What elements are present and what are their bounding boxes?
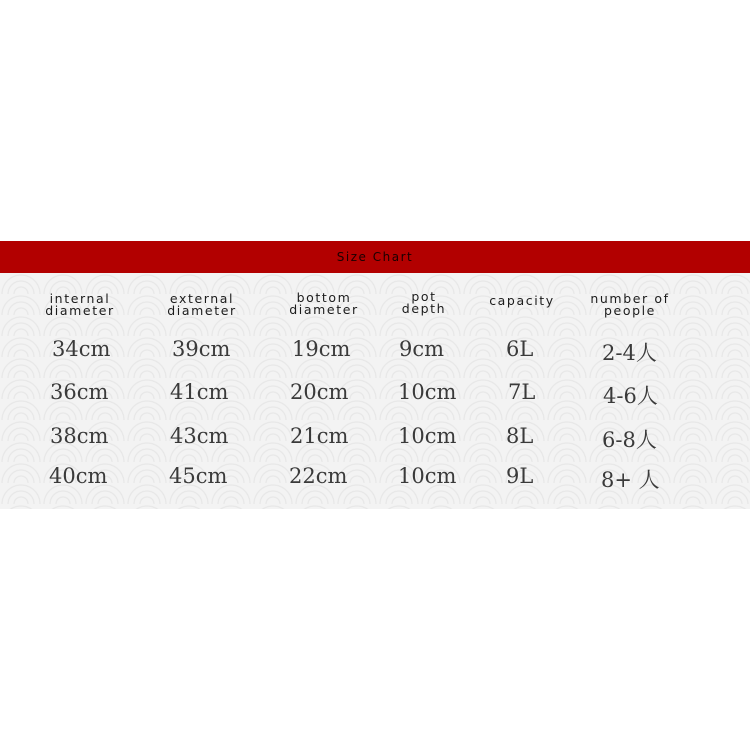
table-cell: 7L [508, 380, 536, 404]
size-table [0, 273, 750, 509]
header-line: external [169, 291, 235, 306]
table-cell: 41cm [170, 380, 229, 404]
header-internal-diameter [40, 293, 120, 317]
table-cell: 9L [506, 464, 534, 488]
table-cell: 36cm [50, 380, 109, 404]
header-line: capacity [489, 293, 555, 308]
table-cell: 39cm [172, 337, 231, 361]
header-capacity [482, 295, 562, 307]
table-cell: 10cm [398, 464, 457, 488]
table-cell: 20cm [290, 380, 349, 404]
table-cell: 45cm [169, 464, 228, 488]
table-cell: 4-6人 [603, 384, 658, 408]
header-bottom-diameter [284, 292, 364, 316]
header-pot-depth [394, 291, 454, 315]
chart-title: Size Chart [336, 250, 414, 264]
table-cell: 8L [506, 424, 534, 448]
table-cell: 6L [506, 337, 534, 361]
table-cell: 6-8人 [602, 428, 657, 452]
header-external-diameter [162, 293, 242, 317]
table-cell: 9cm [399, 337, 445, 361]
header-line: diameter [289, 302, 359, 317]
header-line: number of [590, 291, 670, 306]
table-cell: 43cm [170, 424, 229, 448]
header-line: diameter [45, 303, 115, 318]
header-line: bottom [296, 290, 352, 305]
header-line: internal [49, 291, 111, 306]
header-line: diameter [167, 303, 237, 318]
table-cell: 34cm [52, 337, 111, 361]
header-line: people [604, 303, 656, 318]
table-cell: 21cm [290, 424, 349, 448]
header-line: pot [411, 289, 437, 304]
table-cell: 10cm [398, 424, 457, 448]
table-cell: 38cm [50, 424, 109, 448]
table-cell: 8+ 人 [601, 468, 660, 492]
table-cell: 40cm [49, 464, 108, 488]
title-banner [0, 241, 750, 273]
header-line: depth [401, 301, 447, 316]
header-number-of-people [582, 293, 678, 317]
table-cell: 19cm [292, 337, 351, 361]
table-cell: 22cm [289, 464, 348, 488]
table-cell: 2-4人 [602, 341, 657, 365]
table-cell: 10cm [398, 380, 457, 404]
